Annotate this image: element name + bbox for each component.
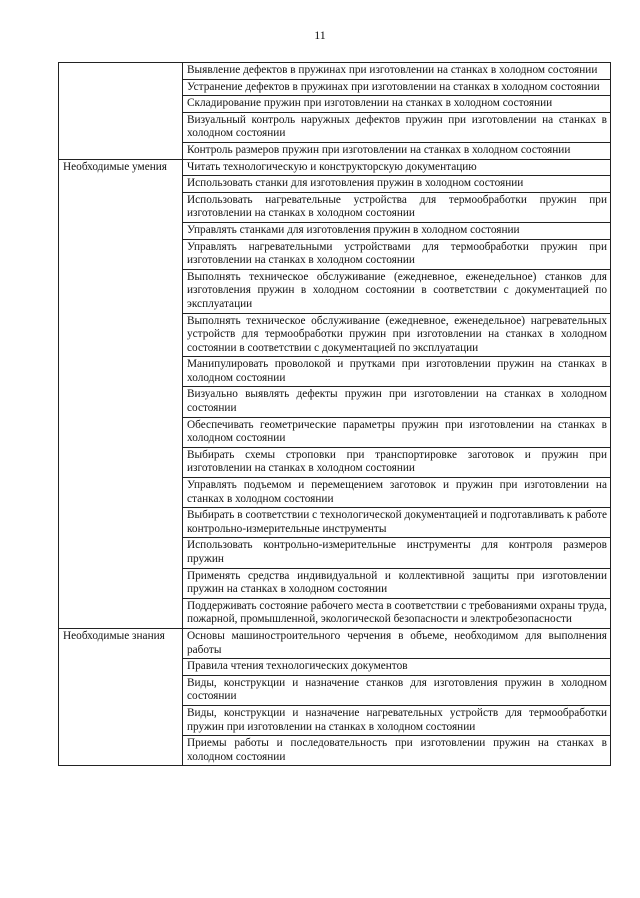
section-item: Визуально выявлять дефекты пружин при изготовлении на станках в холодном состоянии <box>183 387 611 417</box>
section-item: Обеспечивать геометрические параметры пружин при изготовлении на станках в холодном состоянии <box>183 417 611 447</box>
section-item: Управлять нагревательными устройствами для термообработки пружин при изготовлении на станках в холодном состоянии <box>183 239 611 269</box>
section-item: Управлять подъемом и перемещением заготовок и пружин при изготовлении на станках в холодном состоянии <box>183 478 611 508</box>
requirements-table <box>58 62 611 766</box>
section-label: Необходимые знания <box>59 628 183 765</box>
section-item: Поддерживать состояние рабочего места в соответствии с требованиями охраны труда, пожарной, промышленной, экологической безопасности и электробезопасности <box>183 598 611 628</box>
section-item: Управлять станками для изготовления пружин в холодном состоянии <box>183 222 611 239</box>
section-item: Правила чтения технологических документов <box>183 659 611 676</box>
section-item: Основы машиностроительного черчения в объеме, необходимом для выполнения работы <box>183 628 611 658</box>
section-item: Выполнять техническое обслуживание (ежедневное, еженедельное) станков для изготовления пружин в холодном состоянии в соответствии с документацией по эксплуатации <box>183 269 611 313</box>
section-item: Выполнять техническое обслуживание (ежедневное, еженедельное) нагревательных устройств для термообработки пружин при изготовлении на станках в холодном состоянии в соответствии с документацией по эксплуатации <box>183 313 611 357</box>
section-item: Использовать нагревательные устройства для термообработки пружин при изготовлении на станках в холодном состоянии <box>183 192 611 222</box>
section-item: Выбирать в соответствии с технологической документацией и подготавливать к работе контрольно-измерительные инструменты <box>183 508 611 538</box>
section-item: Виды, конструкции и назначение нагревательных устройств для термообработки пружин при изготовлении на станках в холодном состоянии <box>183 705 611 735</box>
section-label <box>59 63 183 160</box>
section-item: Устранение дефектов в пружинах при изготовлении на станках в холодном состоянии <box>183 79 611 96</box>
section-item: Складирование пружин при изготовлении на станках в холодном состоянии <box>183 96 611 113</box>
section-item: Выбирать схемы строповки при транспортировке заготовок и пружин при изготовлении на станках в холодном состоянии <box>183 447 611 477</box>
table-row <box>59 63 611 80</box>
page-number: 11 <box>314 28 326 42</box>
section-item: Контроль размеров пружин при изготовлении на станках в холодном состоянии <box>183 142 611 159</box>
requirements-table-body <box>59 63 611 766</box>
section-item: Визуальный контроль наружных дефектов пружин при изготовлении на станках в холодном состоянии <box>183 112 611 142</box>
section-item: Применять средства индивидуальной и коллективной защиты при изготовлении пружин на станках в холодном состоянии <box>183 568 611 598</box>
section-item: Выявление дефектов в пружинах при изготовлении на станках в холодном состоянии <box>183 63 611 80</box>
section-item: Виды, конструкции и назначение станков для изготовления пружин в холодном состоянии <box>183 675 611 705</box>
section-item: Манипулировать проволокой и прутками при изготовлении пружин на станках в холодном состоянии <box>183 357 611 387</box>
section-item: Использовать контрольно-измерительные инструменты для контроля размеров пружин <box>183 538 611 568</box>
table-row <box>59 159 611 176</box>
table-row <box>59 628 611 658</box>
section-item: Приемы работы и последовательность при изготовлении пружин на станках в холодном состоянии <box>183 736 611 766</box>
section-label: Необходимые умения <box>59 159 183 628</box>
section-item: Читать технологическую и конструкторскую документацию <box>183 159 611 176</box>
section-item: Использовать станки для изготовления пружин в холодном состоянии <box>183 176 611 193</box>
